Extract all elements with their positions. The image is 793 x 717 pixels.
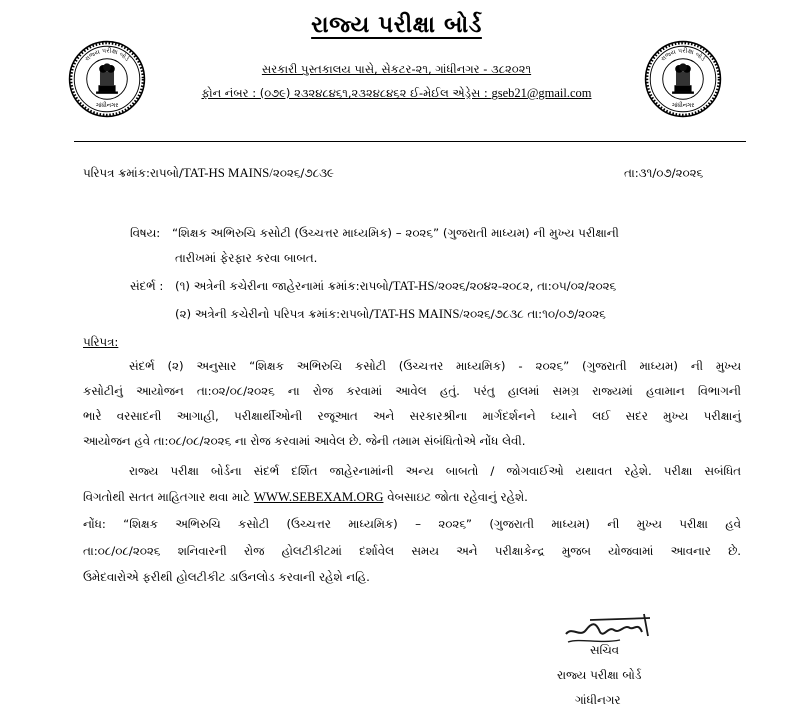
board-seal-right [644, 40, 722, 118]
circular-heading: પરિપત્ર: [83, 335, 119, 349]
note-line-2: તા:૦૮/૦૮/૨૦૨૬ શનિવારની રોજ હોલટીકીટમાં દર્શાવેલ સમય અને પરીક્ષાકેન્દ્ર મુજબ યોજવામાં આવનાર છે. [83, 544, 741, 558]
body-p1-line-3: ભારે વરસાદની આગાહી, પરીક્ષાર્થીઓની રજૂઆત અને સરકારશ્રીના માર્ગદર્શનને ધ્યાને લઈ સદર મુખ્ય પરીક્ષાનું [83, 409, 741, 423]
signatory-organization: રાજ્ય પરીક્ષા બોર્ડ [557, 668, 642, 682]
website-link[interactable]: WWW.SEBEXAM.ORG [253, 490, 384, 504]
subject-label: વિષય: [130, 226, 161, 240]
reference-item-2: (૨) અત્રેની કચેરીનો પરિપત્ર ક્રમાંક:રાપબો/TAT-HS MAINS/૨૦૨૬/૭૮૩૮ તા:૧૦/૦૭/૨૦૨૬ [175, 307, 606, 321]
signatory-designation: સચિવ [590, 643, 620, 657]
letterhead-address: સરકારી પુસ્તકાલય પાસે, સેકટર-૨૧, ગાંધીનગર - ૩૮૨૦૨૧ [261, 62, 532, 76]
body-p1-line-1: સંદર્ભ (૨) અનુસાર “શિક્ષક અભિરુચિ કસોટી (ઉચ્ચત્તર માધ્યમિક) - ૨૦૨૬” (ગુજરાતી માધ્યમ) ની મુખ્ય [129, 359, 741, 373]
signatory-place: ગાંધીનગર [575, 693, 621, 707]
body-p2-line-1: રાજ્ય પરીક્ષા બોર્ડના સંદર્ભ દર્શિત જાહેરનામાંની અન્ય બાબતો / જોગવાઈઓ યથાવત રહેશે. પરીક્ષા સબંધિત [129, 464, 741, 478]
email-link[interactable]: gseb21@gmail.com [491, 86, 592, 100]
seal-top-text: રાજ્ય પરીક્ષા બોર્ડ [83, 47, 131, 63]
body-p2-line-2: વિગતોથી સતત માહિતગાર થવા માટે WWW.SEBEXAM.ORG વેબસાઇટ જોતા રહેવાનું રહેશે. [83, 490, 528, 504]
seal-bottom-text: ગાંધીનગર [671, 103, 695, 110]
reference-item-1: (૧) અત્રેની કચેરીના જાહેરનામાં ક્રમાંક:રાપબો/TAT-HS/૨૦૨૬/૨૦૪૨-૨૦૮૨, તા:૦૫/૦૨/૨૦૨૬ [175, 279, 617, 293]
circular-number: પરિપત્ર ક્રમાંક:રાપબો/TAT-HS MAINS/૨૦૨૬/૭૮૩૯ [83, 166, 334, 180]
body-p1-line-4: આયોજન હવે તા:૦૮/૦૮/૨૦૨૬ ના રોજ કરવામાં આવેલ છે. જેની તમામ સંબંધિતોએ નોંધ લેવી. [83, 434, 526, 448]
board-seal-left [68, 40, 146, 118]
subject-line-1: “શિક્ષક અભિરુચિ કસોટી (ઉચ્ચત્તર માધ્યમિક) – ૨૦૨૬” (ગુજરાતી માધ્યમ) ની મુખ્ય પરીક્ષાની [172, 226, 619, 240]
header-divider [74, 141, 746, 142]
letterhead-title: રાજ્ય પરીક્ષા બોર્ડ [311, 12, 482, 38]
subject-line-2: તારીખમાં ફેરફાર કરવા બાબત. [175, 251, 318, 265]
body-p1-line-2: કસોટીનું આયોજન તા:૦૨/૦૮/૨૦૨૬ ના રોજ કરવામાં આવેલ હતું. પરંતુ હાલમાં સમગ્ર રાજ્યમાં હવામાન વિભાગની [83, 384, 741, 398]
note-line-3: ઉમેદવારોએ ફરીથી હોલટીકીટ ડાઉનલોડ કરવાની રહેશે નહિ. [83, 570, 370, 584]
seal-bottom-text: ગાંધીનગર [95, 103, 119, 110]
reference-label: સંદર્ભ : [130, 279, 164, 293]
seal-top-text: રાજ્ય પરીક્ષા બોર્ડ [659, 47, 707, 63]
note-line-1: નોંધ: “શિક્ષક અભિરુચિ કસોટી (ઉચ્ચત્તર માધ્યમિક) – ૨૦૨૬” (ગુજરાતી માધ્યમ) ની મુખ્ય પરીક્ષા હવે [83, 517, 741, 531]
letterhead-contact: ફોન નંબર : (૦૭૯) ૨૩૨૪૮૪૬૧,૨૩૨૪૮૪૬૨ ઈ-મેઈલ એડ્રેસ : gseb21@gmail.com [201, 86, 592, 100]
circular-date: તા:૩૧/૦૭/૨૦૨૬ [624, 166, 704, 180]
